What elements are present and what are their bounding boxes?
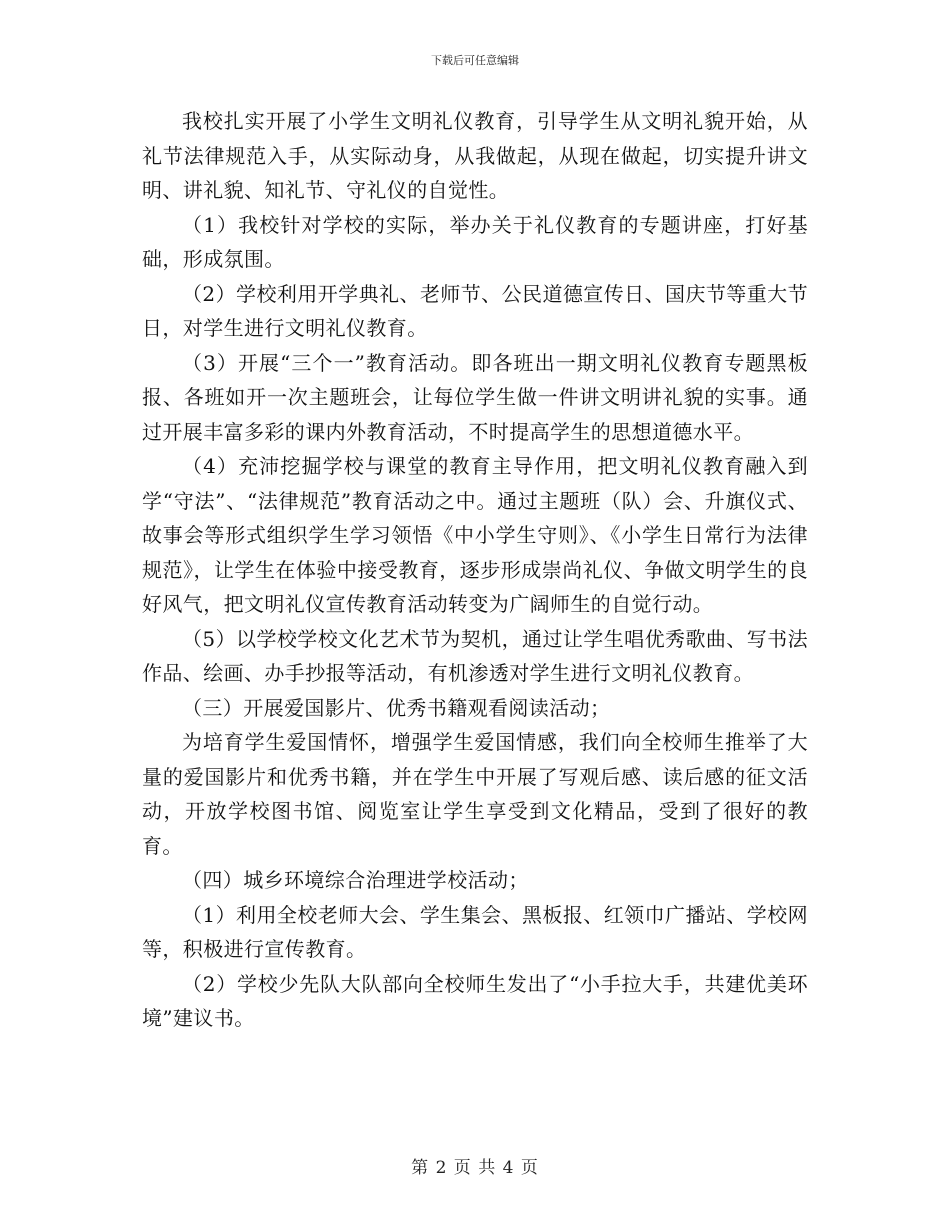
document-body: [142, 104, 808, 1036]
paragraph-item-5: （5）以学校学校文化艺术节为契机，通过让学生唱优秀歌曲、写书法作品、绘画、办手抄报等活动，有机渗透对学生进行文明礼仪教育。: [142, 626, 808, 685]
section-heading-3: （三）开展爱国影片、优秀书籍观看阅读活动；: [182, 695, 611, 720]
page-header-note: 下载后可任意编辑: [431, 54, 519, 67]
section-heading-4: （四）城乡环境综合治理进学校活动；: [182, 868, 529, 892]
paragraph-item-2: （2）学校利用开学典礼、老师节、公民道德宣传日、国庆节等重大节日，对学生进行文明礼仪教育。: [142, 281, 808, 340]
paragraph-section-4-item-1: （1）利用全校老师大会、学生集会、黑板报、红领巾广播站、学校网等，积极进行宣传教育。: [142, 902, 808, 961]
paragraph-section-3-body: 为培育学生爱国情怀，增强学生爱国情感，我们向全校师生推举了大量的爱国影片和优秀书籍，并在学生中开展了写观后感、读后感的征文活动，开放学校图书馆、阅览室让学生享受到文化精品，受到了很好的教育。: [142, 730, 808, 858]
paragraph-section-4-item-2: （2）学校少先队大队部向全校师生发出了“小手拉大手，共建优美环境”建议书。: [142, 971, 808, 1030]
paragraph-item-4: （4）充沛挖掘学校与课堂的教育主导作用，把文明礼仪教育融入到学“守法”、“法律规范”教育活动之中。通过主题班（队）会、升旗仪式、故事会等形式组织学生学习领悟《中小学生守则》、《小学生日常行为法律规范》，让学生在体验中接受教育，逐步形成崇尚礼仪、争做文明学生的良好风气，把文明礼仪宣传教育活动转变为广阔师生的自觉行动。: [142, 454, 808, 616]
page-number: 第 2 页 共 4 页: [411, 1158, 539, 1178]
paragraph-item-1: （1）我校针对学校的实际，举办关于礼仪教育的专题讲座，打好基础，形成氛围。: [142, 212, 808, 271]
paragraph-item-3: （3）开展“三个一”教育活动。即各班出一期文明礼仪教育专题黑板报、各班如开一次主题班会，让每位学生做一件讲文明讲礼貌的实事。通过开展丰富多彩的课内外教育活动，不时提高学生的思想道德水平。: [142, 350, 808, 444]
paragraph-intro: 我校扎实开展了小学生文明礼仪教育，引导学生从文明礼貌开始，从礼节法律规范入手，从实际动身，从我做起，从现在做起，切实提升讲文明、讲礼貌、知礼节、守礼仪的自觉性。: [142, 109, 808, 202]
